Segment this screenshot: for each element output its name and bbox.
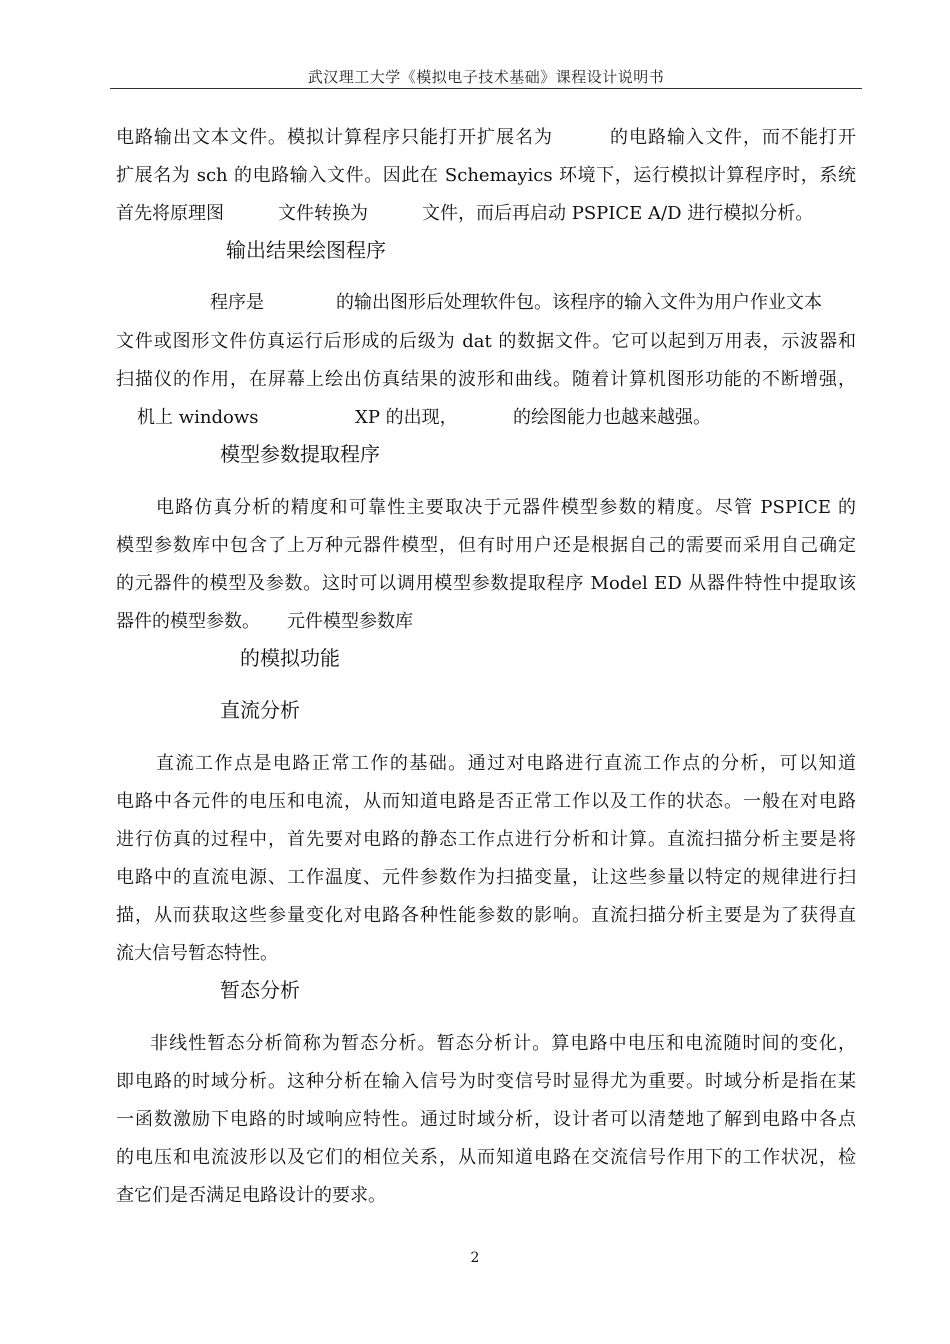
paragraph-line: 扫描仪的作用，在屏幕上绘出仿真结果的波形和曲线。随着计算机图形功能的不断增强， [116,369,856,390]
paragraph-line: 的元器件的模型及参数。这时可以调用模型参数提取程序 Model ED 从器件特性中提取该 [116,573,856,594]
page-number: 2 [470,1250,480,1266]
paragraph-line: 电路中的直流电源、工作温度、元件参数作为扫描变量，让这些参量以特定的规律进行扫 [116,867,856,888]
paragraph-line: 的电压和电流波形以及它们的相位关系，从而知道电路在交流信号作用下的工作状况，检 [116,1147,856,1168]
paragraph-line: 进行仿真的过程中，首先要对电路的静态工作点进行分析和计算。直流扫描分析主要是将 [116,829,856,850]
paragraph-line: 电路中各元件的电压和电流，从而知道电路是否正常工作以及工作的状态。一般在对电路 [116,791,856,812]
paragraph-line: 器件的模型参数。 元件模型参数库 [116,611,413,632]
paragraph-line: 电路输出文本文件。模拟计算程序只能打开扩展名为 的电路输入文件，而不能打开 [116,127,856,148]
paragraph-line: 查它们是否满足电路设计的要求。 [116,1185,386,1206]
paragraph-line: 一函数激励下电路的时域响应特性。通过时域分析，设计者可以清楚地了解到电路中各点 [116,1109,856,1130]
paragraph-line: 程序是 的输出图形后处理软件包。该程序的输入文件为用户作业文本 [210,292,822,313]
paragraph-line: XP 的出现， [355,407,458,428]
paragraph-line: 文件或图形文件仿真运行后形成的后级为 dat 的数据文件。它可以起到万用表，示波器和 [116,331,856,352]
paragraph-line: 模型参数库中包含了上万种元器件模型，但有时用户还是根据自己的需要而采用自己确定 [116,535,856,556]
paragraph-line: 直流工作点是电路正常工作的基础。通过对电路进行直流工作点的分析，可以知道 [156,753,856,774]
section-heading: 模型参数提取程序 [220,442,380,466]
paragraph-line: 描，从而获取这些参量变化对电路各种性能参数的影响。直流扫描分析主要是为了获得直 [116,905,856,926]
page-header: 武汉理工大学《模拟电子技术基础》课程设计说明书 [307,68,665,86]
section-heading: 输出结果绘图程序 [226,238,386,262]
paragraph-line: 首先将原理图 文件转换为 文件，而后再启动 PSPICE A/D 进行模拟分析。 [116,203,814,224]
section-heading: 的模拟功能 [240,646,340,670]
section-heading: 直流分析 [220,698,300,722]
paragraph-line: 电路仿真分析的精度和可靠性主要取决于元器件模型参数的精度。尽管 PSPICE 的 [156,497,856,518]
paragraph-line: 的绘图能力也越来越强。 [513,407,711,428]
paragraph-line: 流大信号暂态特性。 [116,943,278,964]
section-heading: 暂态分析 [220,978,300,1002]
header-rule [110,88,862,89]
paragraph-line: 机上 windows [137,407,259,428]
paragraph-line: 非线性暂态分析简称为暂态分析。暂态分析计。算电路中电压和电流随时间的变化， [150,1033,856,1054]
paragraph-line: 即电路的时域分析。这种分析在输入信号为时变信号时显得尤为重要。时域分析是指在某 [116,1071,856,1092]
paragraph-line: 扩展名为 sch 的电路输入文件。因此在 Schemayics 环境下，运行模拟计算程序时，系统 [116,165,856,186]
